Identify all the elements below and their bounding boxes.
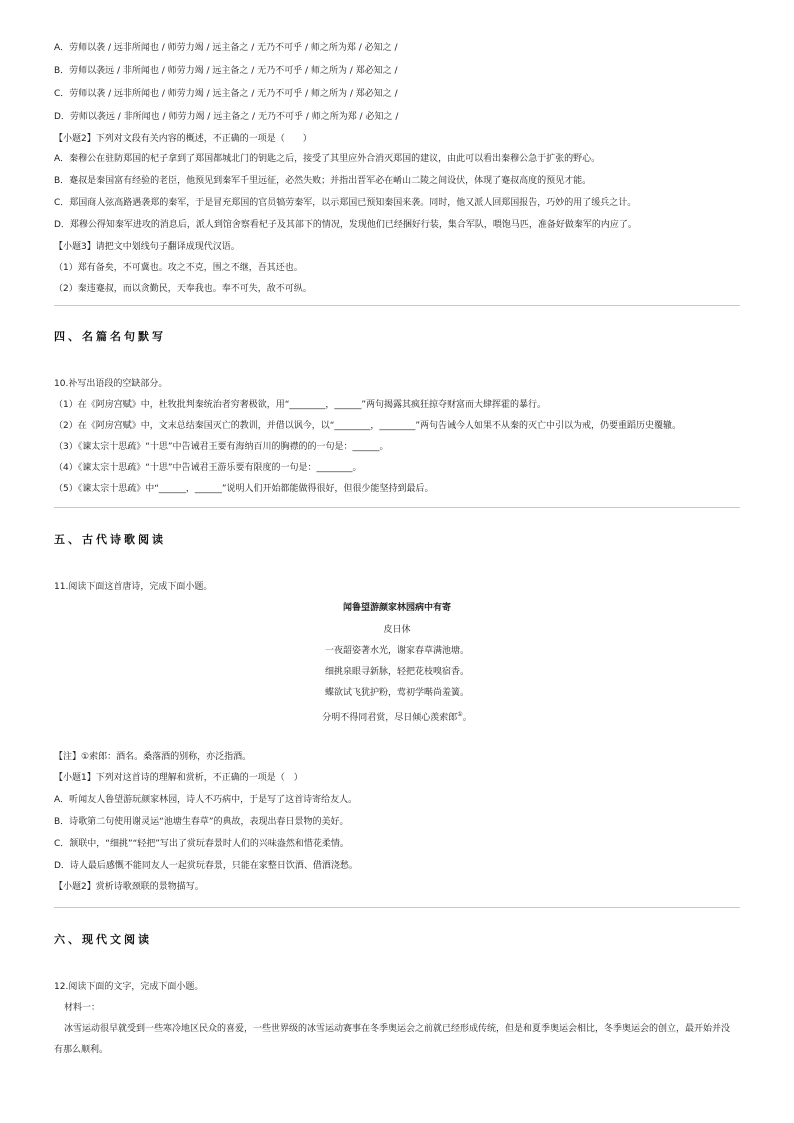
section-heading-6: 六、现代文阅读 <box>54 933 152 946</box>
q9-sub2-option-a: A．秦穆公在驻防郑国的杞子拿到了郑国都城北门的钥匙之后，接受了其里应外合消灭郑国的建议，由此可以看出秦穆公急于扩张的野心。 <box>54 154 601 164</box>
q10-item-3: （3）《谏太宗十思疏》“十思”中告诫君王要有海纳百川的胸襟的的一句是：______。 <box>54 442 389 452</box>
section-heading-4: 四、名篇名句默写 <box>54 330 166 343</box>
poem-line-4 <box>0 708 794 725</box>
poem-end-punct: 。 <box>462 713 472 723</box>
divider <box>54 507 740 508</box>
q9-sub3-item-2: （2）秦违蹇叔，而以贪勤民，天奉我也。奉不可失，敌不可纵。 <box>54 284 312 294</box>
q9-option-a: A．劳师以袭 / 远非所闻也 / 师劳力竭 / 远主备之 / 无乃不可乎 / 师之所为郑 / 必知之 / <box>54 43 398 53</box>
q10-item-4: （4）《谏太宗十思疏》“十思”中告诫君王游乐要有限度的一句是：________。 <box>54 463 362 473</box>
q9-option-b: B．劳师以袭远 / 非所闻也 / 师劳力竭 / 远主备之 / 无乃不可乎 / 师之所为 / 郑必知之 / <box>54 66 398 76</box>
q9-sub2-option-b: B．蹇叔是秦国富有经验的老臣，他预见到秦军千里远征，必然失败；并指出晋军必在崤山二陵之间设伏，体现了蹇叔高度的预见才能。 <box>54 176 592 186</box>
q9-sub2-option-d: D．郑穆公得知秦军进攻的消息后，派人到馆舍察看杞子及其部下的情况，发现他们已经捆好行装，集合军队，喂饱马匹，准备好做秦军的内应了。 <box>54 220 637 230</box>
q11-subquestion-1: 【小题1】下列对这首诗的理解和赏析，不正确的一项是（ ） <box>54 773 303 783</box>
q11-option-a: A．听闻友人鲁望游玩颜家林园，诗人不巧病中，于是写了这首诗寄给友人。 <box>54 795 358 805</box>
q11-stem: 11.阅读下面这首唐诗，完成下面小题。 <box>54 582 213 592</box>
q10-item-2: （2）在《阿房宫赋》中，文末总结秦国灭亡的教训，并借以讽今，以“________，________”两句告诫今人如果不从秦的灭亡中引以为戒，仍要重蹈历史覆辙。 <box>54 421 682 431</box>
q12-paragraph-continued: 有那么顺利。 <box>54 1045 109 1055</box>
q11-option-d: D．诗人最后感慨不能同友人一起赏玩春景，只能在家整日饮酒、借酒浇愁。 <box>54 861 358 871</box>
poem-line-4-text: 分明不得同君赏，尽日倾心羡索郎 <box>322 713 458 723</box>
q12-material-label: 材料一： <box>64 1003 101 1013</box>
divider <box>54 907 740 908</box>
section-heading-5: 五、古代诗歌阅读 <box>54 533 166 546</box>
q10-item-1: （1）在《阿房宫赋》中，杜牧批判秦统治者穷奢极欲，用“________，______”两句揭露其疯狂掠夺财富而大肆挥霍的暴行。 <box>54 400 547 410</box>
footnote-mark: ① <box>457 711 463 718</box>
poem-line-3: 蝶欲试飞犹护粉，莺初学啭尚羞簧。 <box>324 688 469 698</box>
q9-option-c: C．劳师以袭 / 远非所闻也 / 师劳力竭 / 远主备之 / 无乃不可乎 / 师之所为 / 郑必知之 / <box>54 89 398 99</box>
q9-sub2-option-c: C．郑国商人弦高路遇袭郑的秦军，于是冒充郑国的官员犒劳秦军，以示郑国已预知秦国来袭。同时，他又派人回郑国报告，巧妙的用了缓兵之计。 <box>54 198 637 208</box>
q11-note: 【注】①索郎：酒名。桑落酒的别称，亦泛指酒。 <box>54 752 252 762</box>
poem-title: 闻鲁望游颜家林园病中有寄 <box>342 603 451 613</box>
divider <box>54 305 740 306</box>
q10-stem: 10.补写出语段的空缺部分。 <box>54 379 168 389</box>
q12-stem: 12.阅读下面的文字，完成下面小题。 <box>54 982 204 992</box>
q9-sub3-item-1: （1）郑有备矣，不可冀也。攻之不克，围之不继，吾其还也。 <box>54 263 303 273</box>
poem-line-1: 一夜韶姿著水光，谢家春草满池塘。 <box>324 646 469 656</box>
poem-line-2: 细挑泉眼寻新脉，轻把花枝嗅宿香。 <box>324 667 469 677</box>
q9-subquestion-2: 【小题2】下列对文段有关内容的概述，不正确的一项是（ ） <box>54 134 312 144</box>
poem-author: 皮日休 <box>383 625 411 635</box>
q9-subquestion-3: 【小题3】请把文中划线句子翻译成现代汉语。 <box>54 242 240 252</box>
q11-subquestion-2: 【小题2】赏析诗歌颈联的景物描写。 <box>54 882 204 892</box>
q9-option-d: D．劳师以袭远 / 非所闻也 / 师劳力竭 / 远主备之 / 无乃不可乎 / 师之所为郑 / 必知之 / <box>54 112 399 122</box>
q10-item-5: （5）《谏太宗十思疏》中“______，______”说明人们开始都能做得很好，但很少能坚持到最后。 <box>54 484 434 494</box>
q11-option-b: B．诗歌第二句使用谢灵运“池塘生春草”的典故，表现出春日景物的美好。 <box>54 817 349 827</box>
q12-paragraph: 冰雪运动很早就受到一些寒冷地区民众的喜爱，一些世界级的冰雪运动赛事在冬季奥运会之前就已经形成传统，但是和夏季奥运会相比，冬季奥运会的创立，最开始并没 <box>64 1024 731 1034</box>
q11-option-c: C．颔联中，“细挑”“轻把”写出了赏玩春景时人们的兴味盎然和惜花柔情。 <box>54 839 349 849</box>
